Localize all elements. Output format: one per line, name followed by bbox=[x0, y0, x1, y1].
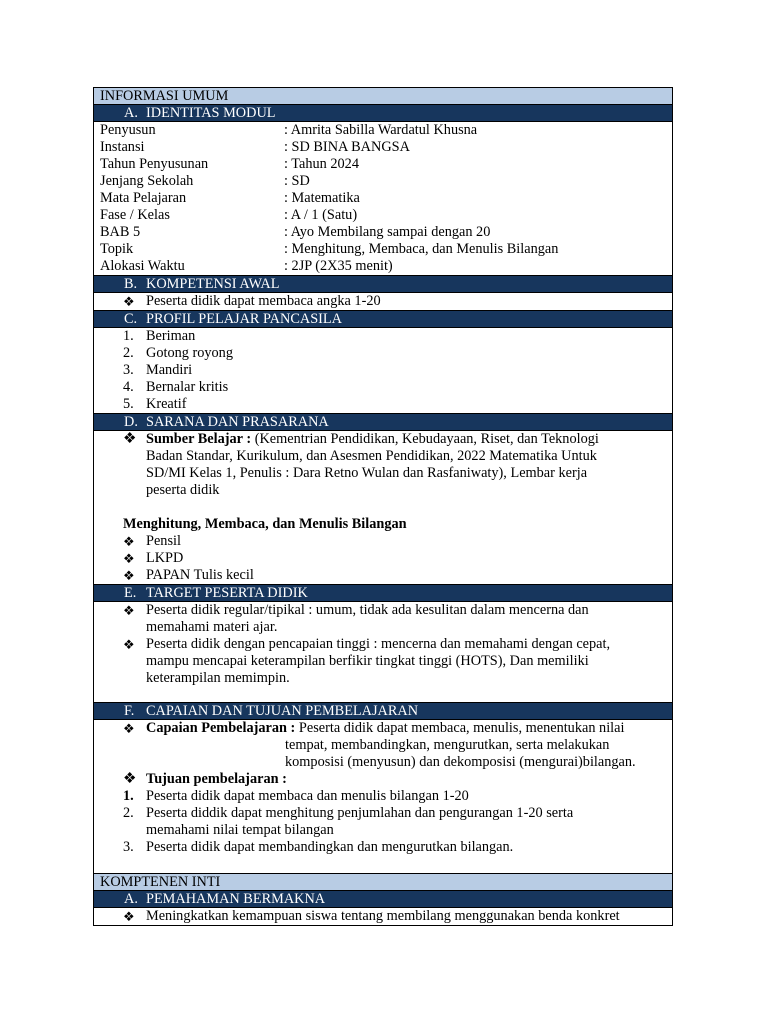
identity-label: Topik bbox=[100, 241, 134, 257]
sumber-belajar-line bbox=[94, 448, 672, 465]
diamond-bullet-icon: ❖ bbox=[123, 909, 135, 924]
item-number: 2. bbox=[123, 805, 134, 821]
section-title: CAPAIAN DAN TUJUAN PEMBELAJARAN bbox=[146, 703, 419, 719]
section-header-identitas-modul bbox=[94, 105, 672, 122]
identity-label: Instansi bbox=[100, 139, 145, 155]
section-header-pemahaman bbox=[94, 891, 672, 908]
diamond-bullet-icon: ❖ bbox=[123, 603, 135, 618]
list-item bbox=[94, 602, 672, 619]
capaian-body bbox=[94, 720, 672, 874]
diamond-bullet-icon: ❖ bbox=[123, 534, 135, 549]
list-item-text: Peserta didik dengan pencapaian tinggi : mencerna dan memahami dengan cepat, bbox=[146, 636, 611, 652]
numbered-item bbox=[94, 362, 672, 379]
numbered-item-continuation bbox=[94, 822, 672, 839]
lesson-module-table bbox=[93, 87, 673, 926]
section-title: PEMAHAMAN BERMAKNA bbox=[146, 891, 326, 907]
section-title: SARANA DAN PRASARANA bbox=[146, 414, 329, 430]
list-item-text: mampu mencapai keterampilan berfikir tingkat tinggi (HOTS), Dan memiliki bbox=[146, 653, 589, 669]
section-header-sarana bbox=[94, 414, 672, 431]
identity-row-mapel bbox=[94, 190, 672, 207]
list-item bbox=[94, 550, 672, 567]
section-title: KOMPETENSI AWAL bbox=[146, 276, 280, 292]
item-text: memahami nilai tempat bilangan bbox=[146, 822, 334, 838]
numbered-item bbox=[94, 328, 672, 345]
identity-value: : Matematika bbox=[284, 190, 360, 206]
sarana-body bbox=[94, 431, 672, 585]
identity-row-penyusun bbox=[94, 122, 672, 139]
numbered-item bbox=[94, 396, 672, 413]
identity-row-fase bbox=[94, 207, 672, 224]
item-number: 2. bbox=[123, 345, 134, 361]
section-title: PROFIL PELAJAR PANCASILA bbox=[146, 311, 342, 327]
item-number: 5. bbox=[123, 396, 134, 412]
section-letter: D. bbox=[124, 414, 138, 430]
section-header-capaian bbox=[94, 703, 672, 720]
sumber-belajar-line bbox=[94, 431, 672, 448]
diamond-bullet-icon: ❖ bbox=[123, 294, 135, 309]
main-header-title: KOMPTENEN INTI bbox=[100, 874, 221, 890]
identity-label: Jenjang Sekolah bbox=[100, 173, 194, 189]
capaian-text: Peserta didik dapat membaca, menulis, menentukan nilai bbox=[298, 720, 625, 736]
list-item-continuation bbox=[94, 653, 672, 670]
capaian-text: komposisi (menyusun) dan dekomposisi (mengurai)bilangan. bbox=[285, 754, 636, 770]
list-item-text: memahami materi ajar. bbox=[146, 619, 278, 635]
list-item-continuation bbox=[94, 619, 672, 636]
identity-label: Alokasi Waktu bbox=[100, 258, 185, 274]
tujuan-label: Tujuan pembelajaran : bbox=[146, 771, 287, 787]
sumber-belajar-text: peserta didik bbox=[146, 482, 220, 498]
item-text: Mandiri bbox=[146, 362, 193, 378]
diamond-bullet-icon: ❖ bbox=[123, 637, 135, 652]
main-header-informasi-umum bbox=[94, 88, 672, 105]
sumber-belajar-first-line bbox=[146, 431, 599, 448]
sumber-belajar-text: (Kementrian Pendidikan, Kebudayaan, Riset, dan Teknologi bbox=[254, 431, 599, 447]
section-letter: C. bbox=[124, 311, 138, 327]
item-number: 1. bbox=[123, 328, 134, 344]
section-header-kompetensi-awal bbox=[94, 276, 672, 293]
identitas-body bbox=[94, 122, 672, 276]
identity-value: : 2JP (2X35 menit) bbox=[284, 258, 393, 274]
tujuan-heading-row bbox=[94, 771, 672, 788]
sumber-belajar-text: SD/MI Kelas 1, Penulis : Dara Retno Wulan dan Rasfaniwaty), Lembar kerja bbox=[146, 465, 588, 481]
numbered-item bbox=[94, 788, 672, 805]
list-item bbox=[94, 293, 672, 310]
identity-row-jenjang bbox=[94, 173, 672, 190]
item-text: Bernalar kritis bbox=[146, 379, 229, 395]
identity-value: : Amrita Sabilla Wardatul Khusna bbox=[284, 122, 478, 138]
item-number: 1. bbox=[123, 788, 134, 804]
identity-row-tahun bbox=[94, 156, 672, 173]
list-item-text: PAPAN Tulis kecil bbox=[146, 567, 254, 583]
kompetensi-awal-body bbox=[94, 293, 672, 311]
sumber-belajar-text: Badan Standar, Kurikulum, dan Asesmen Pendidikan, 2022 Matematika Untuk bbox=[146, 448, 597, 464]
item-number: 4. bbox=[123, 379, 134, 395]
capaian-line bbox=[94, 737, 672, 754]
identity-label: BAB 5 bbox=[100, 224, 141, 240]
numbered-item bbox=[94, 805, 672, 822]
numbered-item bbox=[94, 839, 672, 856]
list-item-text: keterampilan memimpin. bbox=[146, 670, 290, 686]
capaian-line bbox=[94, 720, 672, 737]
capaian-first-line bbox=[146, 720, 624, 737]
identity-row-instansi bbox=[94, 139, 672, 156]
capaian-text: tempat, membandingkan, mengurutkan, serta melakukan bbox=[285, 737, 610, 753]
identity-row-topik bbox=[94, 241, 672, 258]
section-header-profil-pelajar bbox=[94, 311, 672, 328]
item-text: Gotong royong bbox=[146, 345, 233, 361]
list-item-text: Peserta didik dapat membaca angka 1-20 bbox=[146, 293, 381, 309]
sarana-subheading-row bbox=[94, 516, 672, 533]
diamond-bullet-icon: ❖ bbox=[123, 551, 135, 566]
profil-body bbox=[94, 328, 672, 414]
section-letter: A. bbox=[124, 891, 138, 907]
item-text: Peserta didik dapat membaca dan menulis bilangan 1-20 bbox=[146, 788, 469, 804]
item-number: 3. bbox=[123, 362, 134, 378]
section-letter: F. bbox=[124, 703, 135, 719]
spacer bbox=[94, 856, 672, 873]
identity-value: : SD BINA BANGSA bbox=[284, 139, 410, 155]
list-item bbox=[94, 567, 672, 584]
identity-value: : A / 1 (Satu) bbox=[284, 207, 358, 223]
main-header-title: INFORMASI UMUM bbox=[100, 88, 229, 104]
sarana-subheading: Menghitung, Membaca, dan Menulis Bilangan bbox=[123, 516, 407, 532]
item-text: Kreatif bbox=[146, 396, 187, 412]
identity-value: : SD bbox=[284, 173, 310, 189]
identity-value: : Menghitung, Membaca, dan Menulis Bilangan bbox=[284, 241, 559, 257]
diamond-bullet-icon: ❖ bbox=[123, 721, 135, 736]
sumber-belajar-line bbox=[94, 465, 672, 482]
section-letter: E. bbox=[124, 585, 137, 601]
identity-row-bab bbox=[94, 224, 672, 241]
numbered-item bbox=[94, 379, 672, 396]
section-letter: B. bbox=[124, 276, 138, 292]
section-title: TARGET PESERTA DIDIK bbox=[146, 585, 308, 601]
diamond-bullet-icon: ❖ bbox=[123, 568, 135, 583]
list-item bbox=[94, 533, 672, 550]
identity-label: Tahun Penyusunan bbox=[100, 156, 209, 172]
item-number: 3. bbox=[123, 839, 134, 855]
item-text: Peserta didik dapat membandingkan dan mengurutkan bilangan. bbox=[146, 839, 514, 855]
identity-label: Fase / Kelas bbox=[100, 207, 170, 223]
section-title: IDENTITAS MODUL bbox=[146, 105, 276, 121]
list-item-text: Meningkatkan kemampuan siswa tentang membilang menggunakan benda konkret bbox=[146, 908, 620, 924]
sumber-belajar-line bbox=[94, 482, 672, 499]
diamond-bullet-icon: ❖ bbox=[123, 771, 137, 787]
item-text: Peserta diddik dapat menghitung penjumlahan dan pengurangan 1-20 serta bbox=[146, 805, 574, 821]
list-item-text: Peserta didik regular/tipikal : umum, tidak ada kesulitan dalam mencerna dan bbox=[146, 602, 589, 618]
sumber-belajar-label: Sumber Belajar : bbox=[146, 431, 252, 447]
identity-value: : Tahun 2024 bbox=[284, 156, 359, 172]
diamond-bullet-icon: ❖ bbox=[123, 431, 137, 447]
list-item bbox=[94, 908, 672, 925]
spacer bbox=[94, 499, 672, 516]
capaian-label: Capaian Pembelajaran : bbox=[146, 720, 296, 736]
identity-value: : Ayo Membilang sampai dengan 20 bbox=[284, 224, 491, 240]
numbered-item bbox=[94, 345, 672, 362]
section-header-target bbox=[94, 585, 672, 602]
list-item-text: Pensil bbox=[146, 533, 181, 549]
pemahaman-body bbox=[94, 908, 672, 925]
identity-label: Mata Pelajaran bbox=[100, 190, 187, 206]
item-text: Beriman bbox=[146, 328, 196, 344]
identity-label: Penyusun bbox=[100, 122, 156, 138]
section-letter: A. bbox=[124, 105, 138, 121]
main-header-komponen-inti bbox=[94, 874, 672, 891]
list-item-continuation bbox=[94, 670, 672, 687]
target-body bbox=[94, 602, 672, 703]
list-item bbox=[94, 636, 672, 653]
identity-row-alokasi bbox=[94, 258, 672, 275]
spacer bbox=[94, 687, 672, 702]
capaian-line bbox=[94, 754, 672, 771]
list-item-text: LKPD bbox=[146, 550, 184, 566]
